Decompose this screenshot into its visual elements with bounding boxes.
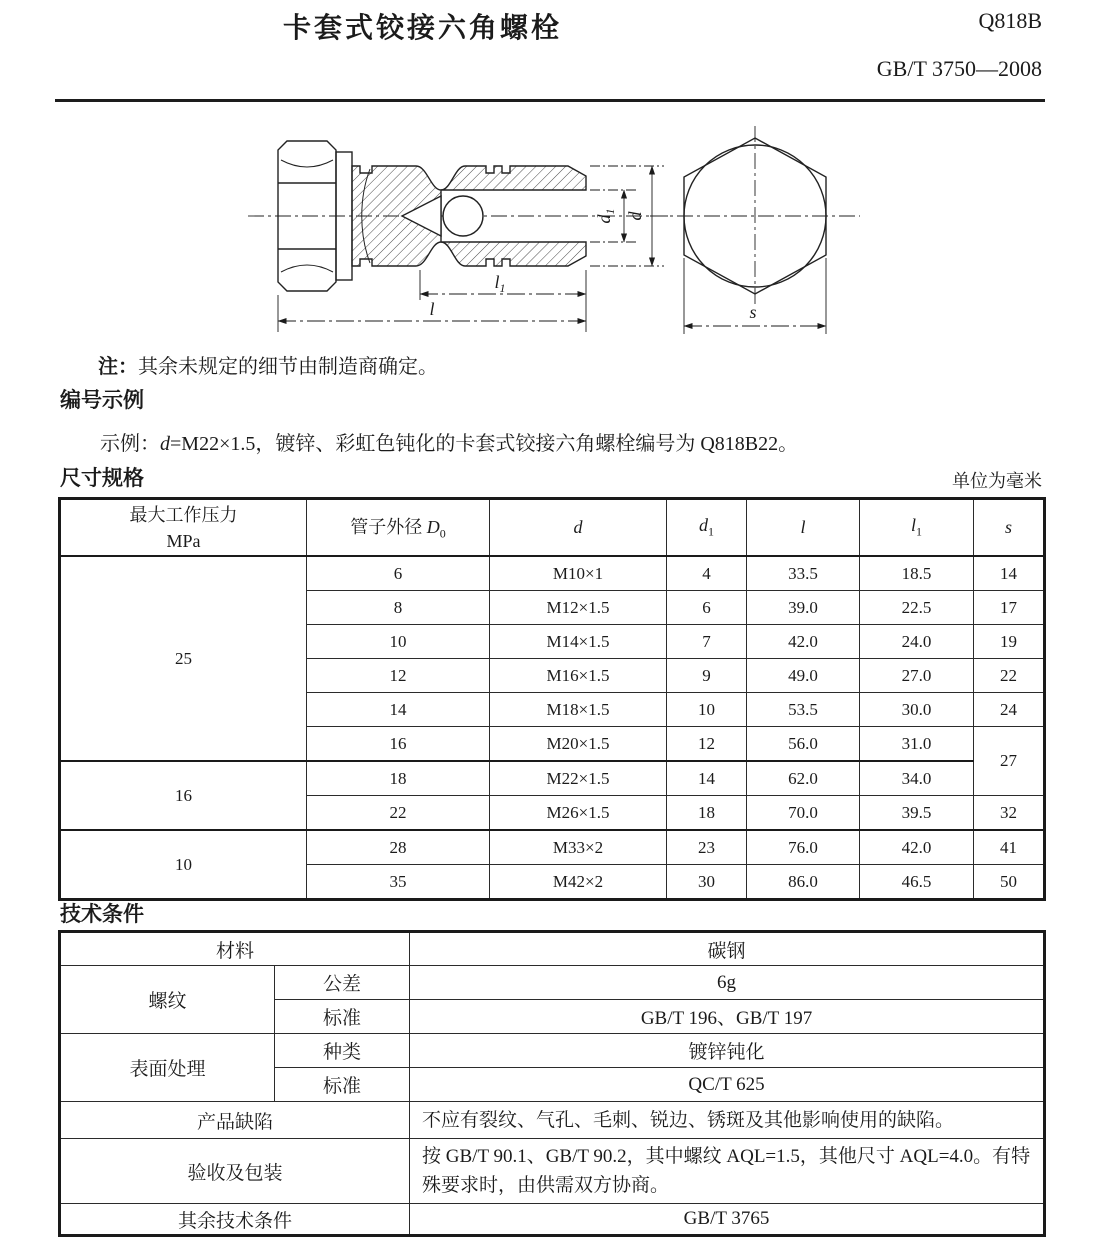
thread-label: 螺纹 [60, 966, 275, 1034]
example-variable: d [160, 433, 170, 455]
table-row: 14 M18×1.5 10 53.5 30.0 24 [60, 693, 1045, 727]
cross-hole [443, 196, 483, 236]
acceptance-value: 按 GB/T 90.1、GB/T 90.2，其中螺纹 AQL=1.5，其他尺寸 AQL=4.0。有特殊要求时，由供需双方协商。 [410, 1139, 1045, 1204]
drawing-note [98, 350, 438, 379]
table-row: 16 18 M22×1.5 14 62.0 34.0 [60, 761, 1045, 796]
col-header-d0: 管子外径 $D_0$ [307, 499, 490, 557]
table-row: 12 M16×1.5 9 49.0 27.0 22 [60, 659, 1045, 693]
table-row [60, 966, 1045, 1000]
example-label: 示例： [100, 433, 160, 455]
table-row: 8 M12×1.5 6 39.0 22.5 17 [60, 591, 1045, 625]
table-row [60, 1139, 1045, 1204]
dimension-spec-table [58, 497, 1046, 901]
dim-label-s: s [749, 302, 757, 322]
table-row [60, 1204, 1045, 1236]
section-heading-numbering: 编号示例 [60, 389, 144, 412]
pressure-group-cell: 10 [60, 830, 307, 900]
other-conditions-value: GB/T 3765 [410, 1204, 1045, 1236]
col-header-l: l [747, 499, 860, 557]
pressure-group-cell: 25 [60, 556, 307, 761]
example-text: =M22×1.5，镀锌、彩虹色钝化的卡套式铰接六角螺栓编号为 Q818B22。 [170, 433, 799, 455]
dim-label-l1: $l_1$ [494, 272, 506, 295]
table-row: 10 M14×1.5 7 42.0 24.0 19 [60, 625, 1045, 659]
table-row: 25 6 M10×1 4 33.5 18.5 14 [60, 556, 1045, 591]
dim-label-d: d [625, 211, 645, 221]
col-header-d1: $d_1$ [667, 499, 747, 557]
material-value: 碳钢 [410, 932, 1045, 966]
col-header-d: d [490, 499, 667, 557]
header-divider [55, 99, 1045, 102]
surface-standard-label: 标准 [275, 1068, 410, 1102]
col-header-l1: $l_1$ [860, 499, 974, 557]
note-label: 注： [98, 356, 138, 378]
table-row: 10 28 M33×2 23 76.0 42.0 41 [60, 830, 1045, 865]
numbering-example [100, 427, 798, 456]
dim-label-d1: $d_1$ [594, 208, 617, 224]
table-row: 35 M42×2 30 86.0 46.5 50 [60, 865, 1045, 900]
section-heading-tech: 技术条件 [60, 903, 144, 926]
spec-header-row [60, 499, 1045, 557]
defect-value: 不应有裂纹、气孔、毛刺、锐边、锈斑及其他影响使用的缺陷。 [410, 1102, 1045, 1139]
page-title: 卡套式铰接六角螺栓 [283, 12, 563, 43]
surface-standard-value: QC/T 625 [410, 1068, 1045, 1102]
note-text: 其余未规定的细节由制造商确定。 [138, 356, 438, 378]
s-span-cell: 27 [974, 727, 1045, 796]
section-heading-spec: 尺寸规格 [60, 467, 144, 490]
col-header-pressure: 最大工作压力 MPa [60, 499, 307, 557]
lower-wall [441, 242, 586, 266]
tolerance-label: 公差 [275, 966, 410, 1000]
tolerance-value: 6g [410, 966, 1045, 1000]
pressure-group-cell: 16 [60, 761, 307, 830]
standard-number: GB/T 3750—2008 [876, 56, 1042, 81]
col-header-s: s [974, 499, 1045, 557]
table-row [60, 932, 1045, 966]
defect-label: 产品缺陷 [60, 1102, 410, 1139]
kind-value: 镀锌钝化 [410, 1034, 1045, 1068]
kind-label: 种类 [275, 1034, 410, 1068]
table-row [60, 1034, 1045, 1068]
bolt-end-view [650, 126, 860, 306]
acceptance-label: 验收及包装 [60, 1139, 410, 1204]
unit-note: 单位为毫米 [952, 471, 1042, 491]
table-row [60, 1102, 1045, 1139]
technical-conditions-table [58, 930, 1046, 1237]
table-row: 22 M26×1.5 18 70.0 39.5 32 [60, 796, 1045, 831]
material-label: 材料 [60, 932, 410, 966]
technical-drawing [0, 108, 1100, 353]
upper-wall [441, 166, 586, 190]
thread-standard-value: GB/T 196、GB/T 197 [410, 1000, 1045, 1034]
dim-label-l: l [429, 299, 435, 319]
other-conditions-label: 其余技术条件 [60, 1204, 410, 1236]
surface-treatment-label: 表面处理 [60, 1034, 275, 1102]
part-code: Q818B [978, 8, 1042, 33]
thread-standard-label: 标准 [275, 1000, 410, 1034]
table-row: 16 M20×1.5 12 56.0 31.0 27 [60, 727, 1045, 762]
